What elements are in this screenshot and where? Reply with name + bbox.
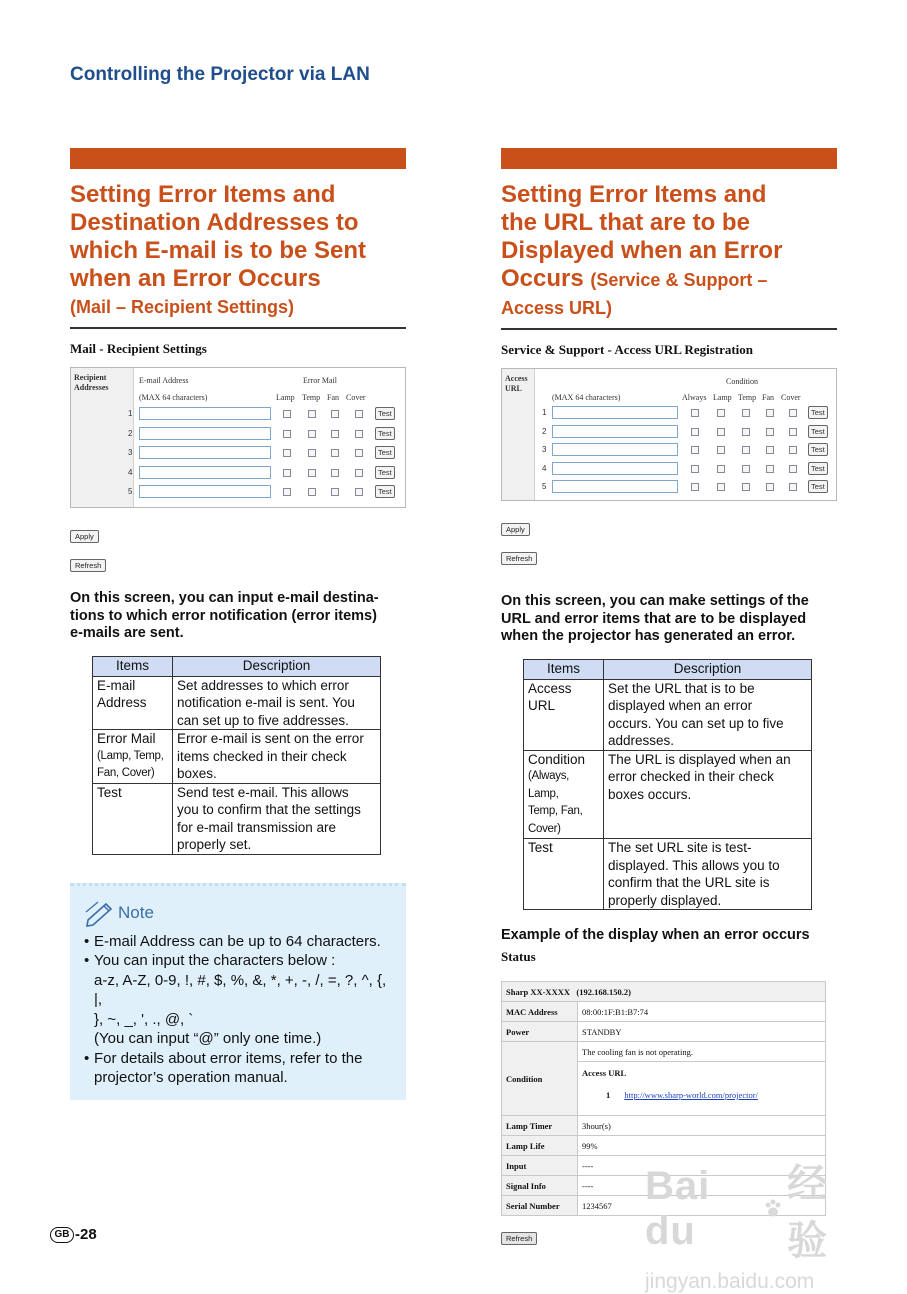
baidu-watermark [645, 1152, 860, 1293]
fan-checkbox[interactable] [331, 410, 339, 418]
desc-line: displayed when an error [608, 698, 753, 713]
title-line: Setting Error Items and [70, 181, 336, 208]
desc-line: for e-mail transmission are [177, 819, 337, 835]
url-input[interactable] [552, 480, 678, 493]
desc-line: occurs. You can set up to five [608, 715, 784, 731]
note-text: E-mail Address can be up to 64 characters. [94, 932, 381, 950]
recipient-row [71, 406, 405, 422]
side-label: Access [505, 374, 528, 383]
test-button[interactable]: Test [808, 425, 828, 438]
desc-line: Send test e-mail. This allows [177, 784, 349, 800]
divider [70, 327, 406, 329]
note-text: • For details about error items, refer to the [94, 1049, 363, 1067]
desc-line: error checked in their check [608, 769, 774, 784]
item-text: Condition [528, 751, 586, 767]
desc-line: Set the URL that is to be [608, 680, 755, 696]
section-title [501, 181, 837, 322]
col-header-description: Description [604, 659, 812, 679]
recipient-settings-panel [70, 367, 406, 508]
row-number: 1 [128, 409, 133, 418]
note-text: • You can input the characters below : [94, 952, 336, 969]
lamp-checkbox[interactable] [717, 446, 725, 454]
status-value: The cooling fan is not operating. [578, 1042, 826, 1062]
cover-checkbox[interactable] [355, 449, 363, 457]
test-button[interactable]: Test [375, 446, 395, 459]
cover-checkbox[interactable] [355, 488, 363, 496]
test-button[interactable]: Test [375, 485, 395, 498]
intro-line: tions to which error notification (error items) [70, 607, 377, 624]
temp-checkbox[interactable] [742, 446, 750, 454]
row-number: 5 [128, 487, 133, 496]
note-text: a-z, A-Z, 0-9, !, #, $, %, &, *, +, -, /, =, ?, ^, {, |, [94, 971, 387, 1008]
url-input[interactable] [552, 443, 678, 456]
status-value: ---- [578, 1176, 826, 1196]
description-cell [604, 750, 812, 839]
test-button[interactable]: Test [375, 466, 395, 479]
cover-checkbox[interactable] [355, 410, 363, 418]
fan-checkbox[interactable] [331, 488, 339, 496]
always-checkbox[interactable] [691, 483, 699, 491]
desc-line: The URL is displayed when an [608, 751, 791, 767]
recipient-row [71, 445, 405, 461]
intro-line: when the projector has generated an error. [501, 628, 796, 644]
note-title: Note [118, 902, 154, 922]
lamp-checkbox[interactable] [283, 469, 291, 477]
condition-header: Condition [726, 377, 759, 386]
email-input[interactable] [139, 466, 271, 479]
status-key: Power [502, 1022, 578, 1042]
url-row [502, 424, 836, 440]
description-cell [173, 676, 381, 730]
screen-title: Mail - Recipient Settings [70, 341, 207, 356]
desc-line: boxes. [177, 766, 217, 781]
check-header-always: Always [682, 393, 707, 402]
description-cell [173, 730, 381, 784]
cover-checkbox[interactable] [789, 483, 797, 491]
cover-checkbox[interactable] [789, 465, 797, 473]
table-row [524, 679, 812, 750]
apply-button[interactable]: Apply [70, 530, 99, 543]
error-mail-header: Error Mail [303, 376, 337, 385]
row-number: 1 [542, 408, 547, 417]
note-bullet [84, 951, 396, 1049]
item-cell [524, 750, 604, 839]
item-cell [93, 730, 173, 784]
test-button[interactable]: Test [375, 427, 395, 440]
item-text: Test [97, 784, 122, 800]
recipient-row [71, 465, 405, 481]
cover-checkbox[interactable] [789, 446, 797, 454]
lamp-checkbox[interactable] [283, 449, 291, 457]
paw-icon [763, 1199, 783, 1219]
table-row [524, 750, 812, 839]
device-header [502, 982, 826, 1002]
screen-title: Service & Support - Access URL Registration [501, 342, 754, 357]
fan-checkbox[interactable] [766, 446, 774, 454]
intro-text [501, 593, 837, 646]
check-header-temp: Temp [302, 393, 321, 402]
title-subtitle: (Service & Support – [590, 270, 768, 290]
max-chars-hint: (MAX 64 characters) [552, 393, 621, 402]
desc-line: The set URL site is test- [608, 840, 752, 855]
title-subtitle: (Mail – Recipient Settings) [70, 297, 295, 317]
desc-line: Set addresses to which error [177, 677, 349, 693]
recipient-row [71, 426, 405, 442]
description-cell [604, 679, 812, 750]
desc-line: notification e-mail is sent. You [177, 695, 355, 710]
status-key: Condition [502, 1042, 578, 1116]
item-text: Fan, Cover) [97, 767, 155, 779]
item-cell [524, 679, 604, 750]
watermark-logo [645, 1152, 860, 1266]
desc-line: displayed. This allows you to [608, 857, 780, 873]
table-row [524, 839, 812, 910]
intro-line: e-mails are sent. [70, 625, 184, 641]
note-box [70, 883, 406, 1100]
test-button[interactable]: Test [808, 480, 828, 493]
desc-line: confirm that the URL site is [608, 875, 770, 890]
check-header-lamp: Lamp [713, 393, 732, 402]
check-header-cover: Cover [346, 393, 366, 402]
item-cell [93, 783, 173, 854]
status-key: Lamp Timer [502, 1116, 578, 1136]
test-button[interactable]: Test [375, 407, 395, 420]
page-footer [50, 1226, 97, 1243]
url-input[interactable] [552, 462, 678, 475]
url-row [502, 479, 836, 495]
email-input[interactable] [139, 427, 271, 440]
url-row [502, 461, 836, 477]
desc-line: boxes occurs. [608, 786, 692, 802]
page-header: Controlling the Projector via LAN [70, 64, 370, 85]
check-header-lamp: Lamp [276, 393, 295, 402]
intro-line: On this screen, you can input e-mail destina- [70, 590, 379, 606]
status-value: STANDBY [578, 1022, 826, 1042]
test-button[interactable]: Test [808, 406, 828, 419]
access-url-link[interactable]: http://www.sharp-world.com/projector/ [624, 1090, 758, 1100]
title-line: Occurs [501, 265, 584, 292]
status-key: Signal Info [502, 1176, 578, 1196]
status-key: Serial Number [502, 1196, 578, 1216]
side-label: URL [505, 384, 522, 393]
title-line: Destination Addresses to [70, 209, 359, 236]
note-heading [84, 900, 396, 926]
title-line: Displayed when an Error [501, 237, 783, 264]
always-checkbox[interactable] [691, 446, 699, 454]
row-number: 3 [542, 445, 547, 454]
row-number: 3 [128, 448, 133, 457]
status-refresh-button[interactable]: Refresh [501, 1232, 537, 1245]
temp-checkbox[interactable] [742, 483, 750, 491]
watermark-site: jingyan.baidu.com [645, 1270, 815, 1293]
url-row [502, 442, 836, 458]
example-title: Example of the display when an error occurs [501, 927, 810, 943]
section-bar [501, 148, 837, 169]
status-value: ---- [578, 1156, 826, 1176]
url-input[interactable] [552, 425, 678, 438]
status-value: 1234567 [578, 1196, 826, 1216]
note-text: projector’s operation manual. [94, 1069, 288, 1086]
row-number: 4 [542, 464, 547, 473]
status-key: Lamp Life [502, 1136, 578, 1156]
item-text: Access [528, 680, 572, 696]
temp-checkbox[interactable] [742, 428, 750, 436]
section-bar [70, 148, 406, 169]
status-row [502, 1116, 826, 1136]
row-number: 2 [128, 429, 133, 438]
desc-line: can set up to five addresses. [177, 712, 349, 728]
fan-checkbox[interactable] [331, 430, 339, 438]
col-header-items: Items [93, 656, 173, 676]
lamp-checkbox[interactable] [283, 410, 291, 418]
item-text: Temp, Fan, Cover) [528, 805, 583, 835]
always-checkbox[interactable] [691, 428, 699, 436]
lamp-checkbox[interactable] [283, 430, 291, 438]
desc-line: addresses. [608, 733, 675, 748]
status-row [502, 1022, 826, 1042]
items-table [523, 659, 812, 911]
table-row [93, 783, 381, 854]
desc-line: Error e-mail is sent on the error [177, 731, 364, 746]
note-bullet [84, 932, 396, 952]
title-line: which E-mail is to be Sent [70, 237, 367, 264]
access-url-label: Access URL [582, 1068, 627, 1078]
fan-checkbox[interactable] [766, 428, 774, 436]
page-number: -28 [75, 1226, 97, 1243]
email-input[interactable] [139, 485, 271, 498]
temp-checkbox[interactable] [742, 409, 750, 417]
apply-button[interactable]: Apply [501, 523, 530, 536]
item-text: Error Mail [97, 731, 156, 746]
device-name: Sharp XX-XXXX [506, 986, 570, 997]
description-cell [604, 839, 812, 910]
temp-checkbox[interactable] [742, 465, 750, 473]
temp-checkbox[interactable] [308, 469, 316, 477]
url-row [502, 405, 836, 421]
table-row [93, 676, 381, 730]
status-row [502, 1042, 826, 1062]
note-bullet [84, 1049, 396, 1088]
recipient-row [71, 484, 405, 500]
status-row [502, 1002, 826, 1022]
side-label: Recipient [74, 373, 107, 382]
access-url-panel [501, 368, 837, 501]
desc-line: items checked in their check [177, 748, 347, 764]
cover-checkbox[interactable] [789, 409, 797, 417]
refresh-button[interactable]: Refresh [501, 552, 537, 565]
max-chars-hint: (MAX 64 characters) [139, 393, 208, 402]
item-text: Test [528, 840, 553, 855]
table-row [93, 730, 381, 784]
status-key: MAC Address [502, 1002, 578, 1022]
status-title: Status [501, 949, 536, 964]
status-value: 08:00:1F:B1:B7:74 [578, 1002, 826, 1022]
fan-checkbox[interactable] [331, 449, 339, 457]
section-title [70, 181, 406, 321]
temp-checkbox[interactable] [308, 488, 316, 496]
lamp-checkbox[interactable] [717, 428, 725, 436]
title-line: the URL that are to be [501, 209, 750, 236]
left-column [70, 148, 406, 1100]
always-checkbox[interactable] [691, 465, 699, 473]
items-table [92, 656, 381, 855]
col-header-items: Items [524, 659, 604, 679]
fan-checkbox[interactable] [766, 465, 774, 473]
item-cell [93, 676, 173, 730]
status-value: 3hour(s) [578, 1116, 826, 1136]
status-row [502, 982, 826, 1002]
cover-checkbox[interactable] [355, 469, 363, 477]
side-label: Addresses [74, 383, 109, 392]
email-column-header: E-mail Address [139, 376, 189, 385]
item-text: (Lamp, Temp, [97, 749, 164, 762]
temp-checkbox[interactable] [308, 430, 316, 438]
divider [501, 328, 837, 330]
always-checkbox[interactable] [691, 409, 699, 417]
access-url-number: 1 [606, 1090, 611, 1100]
item-text: Address [97, 695, 147, 710]
row-number: 4 [128, 468, 133, 477]
temp-checkbox[interactable] [308, 410, 316, 418]
test-button[interactable]: Test [808, 443, 828, 456]
desc-line: you to confirm that the settings [177, 802, 361, 817]
item-cell [524, 839, 604, 910]
title-subtitle: Access URL) [501, 298, 613, 318]
email-input[interactable] [139, 446, 271, 459]
check-header-temp: Temp [738, 393, 757, 402]
device-ip: (192.168.150.2) [576, 986, 631, 997]
refresh-button[interactable]: Refresh [70, 559, 106, 572]
email-input[interactable] [139, 407, 271, 420]
watermark-brand: Bai du [645, 1164, 711, 1253]
lamp-checkbox[interactable] [283, 488, 291, 496]
col-header-description: Description [173, 656, 381, 676]
right-column [501, 148, 837, 1246]
row-number: 2 [542, 427, 547, 436]
check-header-cover: Cover [781, 393, 801, 402]
note-text: (You can input “@” only one time.) [94, 1030, 322, 1047]
item-text: E-mail [97, 677, 136, 693]
cover-checkbox[interactable] [355, 430, 363, 438]
url-input[interactable] [552, 406, 678, 419]
lamp-checkbox[interactable] [717, 483, 725, 491]
title-line: when an Error Occurs [70, 265, 321, 292]
region-badge: GB [50, 1227, 74, 1243]
item-text: (Always, Lamp, [528, 770, 570, 800]
fan-checkbox[interactable] [766, 409, 774, 417]
cover-checkbox[interactable] [789, 428, 797, 436]
lamp-checkbox[interactable] [717, 465, 725, 473]
access-url-cell [578, 1062, 826, 1116]
status-key: Input [502, 1156, 578, 1176]
description-cell [173, 783, 381, 854]
test-button[interactable]: Test [808, 462, 828, 475]
check-header-fan: Fan [327, 393, 339, 402]
note-text: }, ~, _, ', ., @, ` [94, 1010, 194, 1028]
title-line: Setting Error Items and [501, 181, 767, 208]
status-value: 99% [578, 1136, 826, 1156]
pencil-note-icon [84, 900, 118, 926]
fan-checkbox[interactable] [766, 483, 774, 491]
watermark-brand-cn: 经验 [787, 1162, 829, 1263]
row-number: 5 [542, 482, 547, 491]
desc-line: properly set. [177, 837, 252, 852]
check-header-fan: Fan [762, 393, 774, 402]
lamp-checkbox[interactable] [717, 409, 725, 417]
item-text: URL [528, 698, 556, 713]
intro-line: URL and error items that are to be displayed [501, 610, 807, 627]
intro-line: On this screen, you can make settings of the [501, 593, 809, 609]
temp-checkbox[interactable] [308, 449, 316, 457]
fan-checkbox[interactable] [331, 469, 339, 477]
intro-text [70, 590, 406, 643]
desc-line: properly displayed. [608, 892, 722, 908]
